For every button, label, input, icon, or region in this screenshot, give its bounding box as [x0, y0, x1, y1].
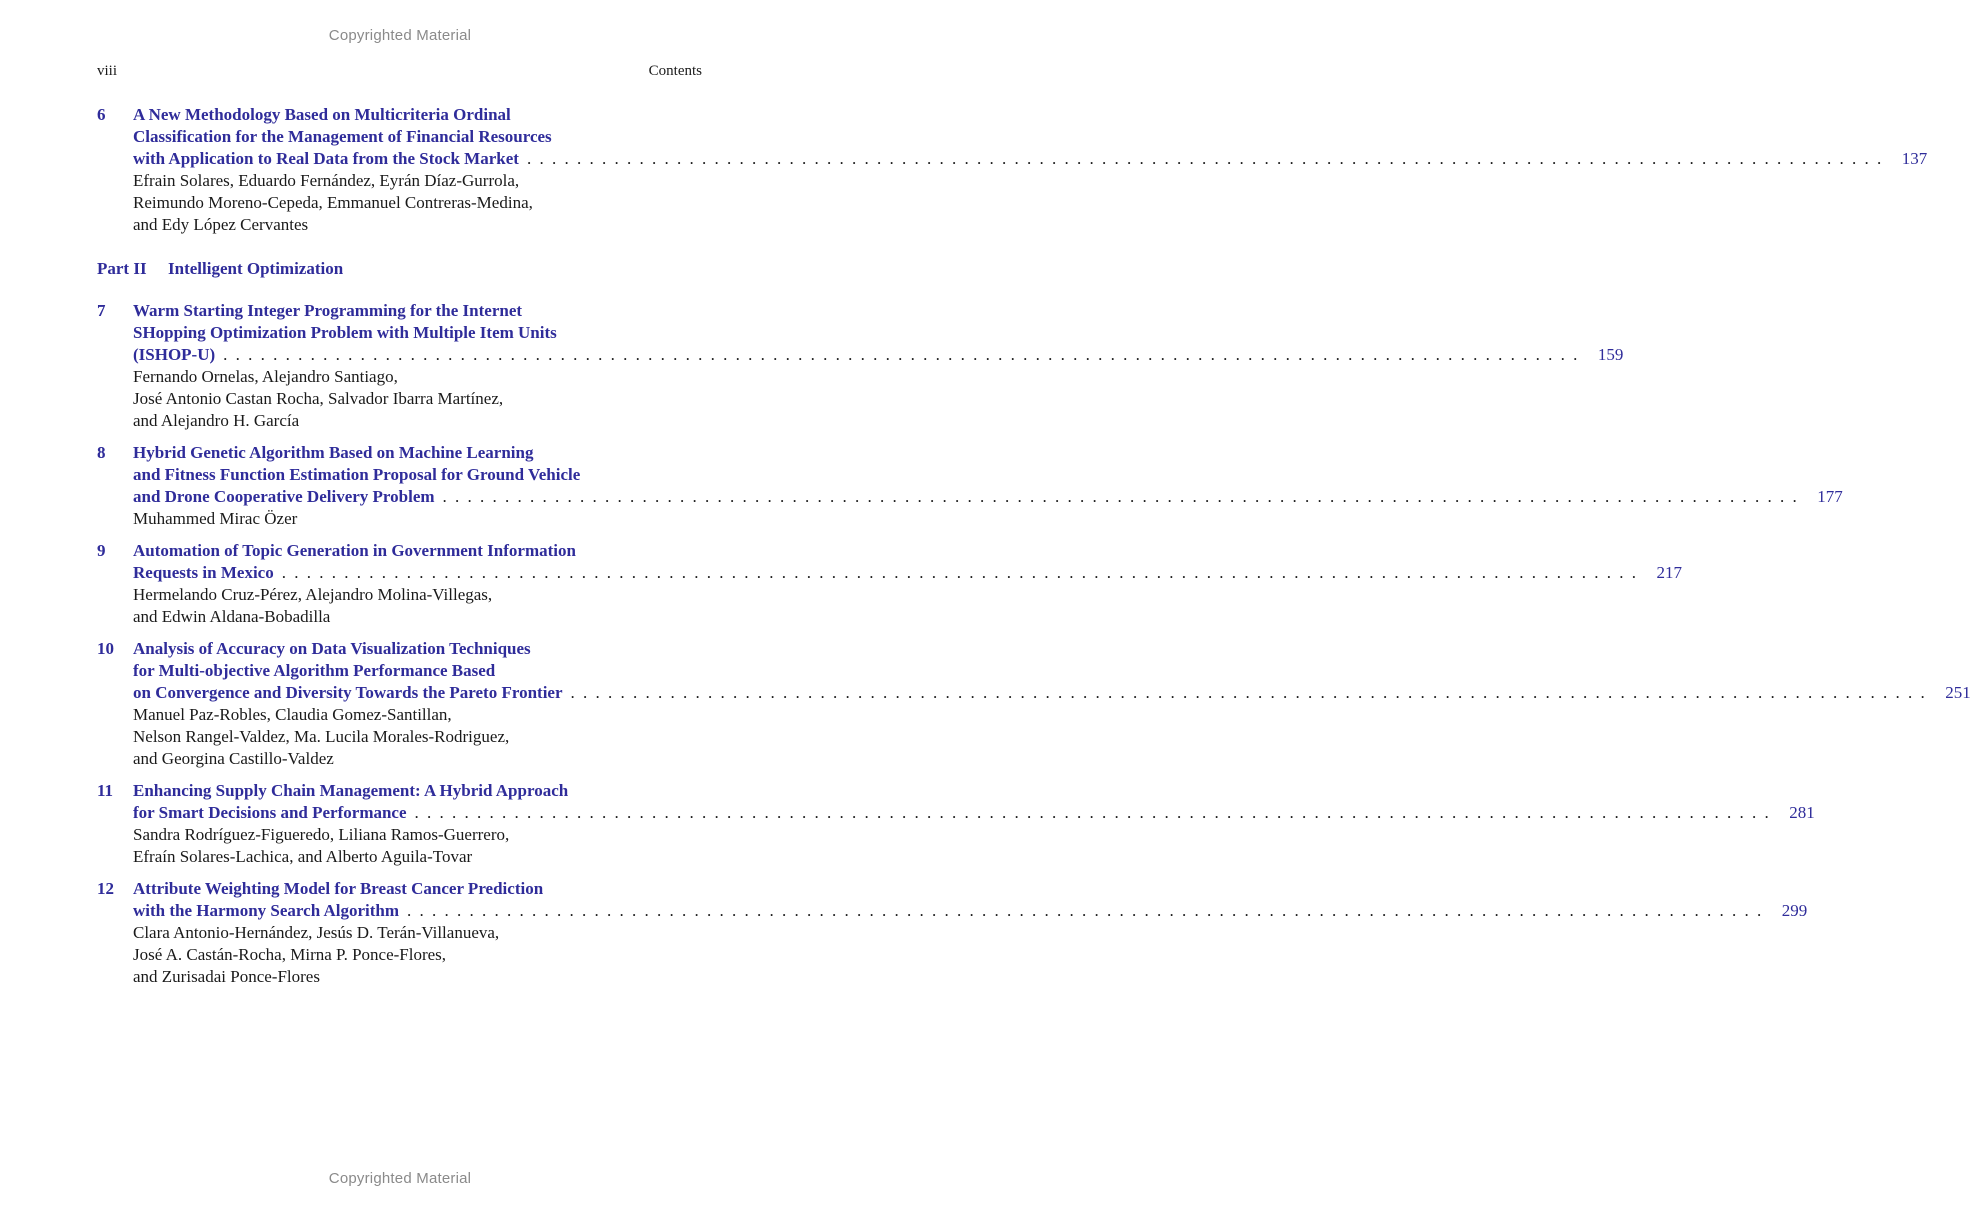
chapter-page-number[interactable]: 159 — [1597, 345, 1624, 364]
part-title: Intelligent Optimization — [168, 259, 344, 278]
toc-entry-9[interactable] — [97, 540, 1682, 628]
chapter-title-line[interactable]: Automation of Topic Generation in Government Information — [133, 541, 576, 560]
chapter-page-number[interactable]: 177 — [1817, 487, 1843, 506]
chapter-title-line[interactable]: on Convergence and Diversity Towards the Pareto Frontier — [133, 683, 563, 702]
chapter-title-line[interactable]: Requests in Mexico — [133, 563, 274, 582]
author-line: Sandra Rodríguez-Figueredo, Liliana Ramos-Guerrero, — [133, 825, 510, 844]
chapter-authors — [133, 824, 702, 868]
page-number: viii — [97, 63, 118, 79]
chapter-authors — [133, 584, 702, 628]
chapter-authors — [133, 170, 702, 236]
chapter-title-line[interactable]: Enhancing Supply Chain Management: A Hybrid Approach — [133, 781, 569, 800]
chapter-number: 9 — [97, 541, 106, 560]
table-of-contents — [97, 104, 1971, 998]
author-line: Efraín Solares-Lachica, and Alberto Aguila-Tovar — [133, 847, 473, 866]
chapter-authors — [133, 508, 702, 530]
toc-entry-8[interactable] — [97, 442, 1843, 530]
chapter-title-line[interactable]: with the Harmony Search Algorithm — [133, 901, 400, 920]
chapter-page-number[interactable]: 299 — [1781, 901, 1808, 920]
chapter-number: 11 — [97, 781, 114, 800]
chapter-title-line[interactable]: Warm Starting Integer Programming for the Internet — [133, 301, 523, 320]
dot-leader — [282, 562, 1638, 584]
author-line: José A. Castán-Rocha, Mirna P. Ponce-Flores, — [133, 945, 447, 964]
chapter-page-number[interactable]: 217 — [1656, 563, 1682, 582]
chapter-title-line[interactable]: (ISHOP-U) — [133, 345, 216, 364]
chapter-number: 8 — [97, 443, 106, 462]
part-heading[interactable] — [97, 258, 702, 280]
chapter-page-number[interactable]: 281 — [1789, 803, 1815, 822]
toc-entry-12[interactable] — [97, 878, 1808, 988]
author-line: Manuel Paz-Robles, Claudia Gomez-Santillan, — [133, 705, 452, 724]
dot-leader — [407, 900, 1763, 922]
dot-leader — [571, 682, 1927, 704]
chapter-page-number[interactable]: 251 — [1945, 683, 1971, 702]
chapter-title-line[interactable]: with Application to Real Data from the Stock Market — [133, 149, 519, 168]
author-line: Clara Antonio-Hernández, Jesús D. Terán-Villanueva, — [133, 923, 500, 942]
toc-entry-6[interactable] — [97, 104, 1928, 236]
chapter-title-line[interactable]: and Drone Cooperative Delivery Problem — [133, 487, 435, 506]
chapter-authors — [133, 704, 702, 770]
chapter-title-line[interactable]: for Smart Decisions and Performance — [133, 803, 407, 822]
toc-entry-10[interactable] — [97, 638, 1971, 770]
copyright-watermark-top: Copyrighted Material — [328, 27, 472, 44]
chapter-title-line[interactable]: Analysis of Accuracy on Data Visualization Techniques — [133, 639, 531, 658]
chapter-title-line[interactable]: SHopping Optimization Problem with Multiple Item Units — [133, 323, 557, 342]
author-line: Fernando Ornelas, Alejandro Santiago, — [133, 367, 398, 386]
dot-leader — [443, 486, 1799, 508]
dot-leader — [415, 802, 1771, 824]
dot-leader — [527, 148, 1883, 170]
running-head — [97, 63, 702, 83]
author-line: and Edy López Cervantes — [133, 215, 309, 234]
chapter-number: 12 — [97, 879, 114, 898]
author-line: and Alejandro H. García — [133, 411, 300, 430]
chapter-authors — [133, 366, 702, 432]
author-line: Reimundo Moreno-Cepeda, Emmanuel Contreras-Medina, — [133, 193, 533, 212]
author-line: and Georgina Castillo-Valdez — [133, 749, 334, 768]
running-title: Contents — [648, 63, 702, 79]
chapter-title-line[interactable]: A New Methodology Based on Multicriteria Ordinal — [133, 105, 511, 124]
chapter-title-line[interactable]: Hybrid Genetic Algorithm Based on Machine Learning — [133, 443, 534, 462]
author-line: and Zurisadai Ponce-Flores — [133, 967, 320, 986]
chapter-number: 7 — [97, 301, 106, 320]
dot-leader — [223, 344, 1579, 366]
part-label: Part II — [97, 259, 147, 278]
chapter-authors — [133, 922, 702, 988]
toc-entry-7[interactable] — [97, 300, 1624, 432]
chapter-title-line[interactable]: and Fitness Function Estimation Proposal for Ground Vehicle — [133, 465, 581, 484]
toc-entry-11[interactable] — [97, 780, 1815, 868]
author-line: and Edwin Aldana-Bobadilla — [133, 607, 331, 626]
author-line: José Antonio Castan Rocha, Salvador Ibarra Martínez, — [133, 389, 504, 408]
author-line: Muhammed Mirac Özer — [133, 509, 298, 528]
chapter-title-line[interactable]: Classification for the Management of Financial Resources — [133, 127, 552, 146]
copyright-watermark-bottom: Copyrighted Material — [328, 1170, 472, 1187]
chapter-title-line[interactable]: Attribute Weighting Model for Breast Cancer Prediction — [133, 879, 544, 898]
author-line: Nelson Rangel-Valdez, Ma. Lucila Morales-Rodriguez, — [133, 727, 510, 746]
chapter-title-line[interactable]: for Multi-objective Algorithm Performance Based — [133, 661, 496, 680]
author-line: Efrain Solares, Eduardo Fernández, Eyrán Díaz-Gurrola, — [133, 171, 520, 190]
author-line: Hermelando Cruz-Pérez, Alejandro Molina-Villegas, — [133, 585, 493, 604]
chapter-page-number[interactable]: 137 — [1901, 149, 1928, 168]
chapter-number: 10 — [97, 639, 114, 658]
chapter-number: 6 — [97, 105, 106, 124]
